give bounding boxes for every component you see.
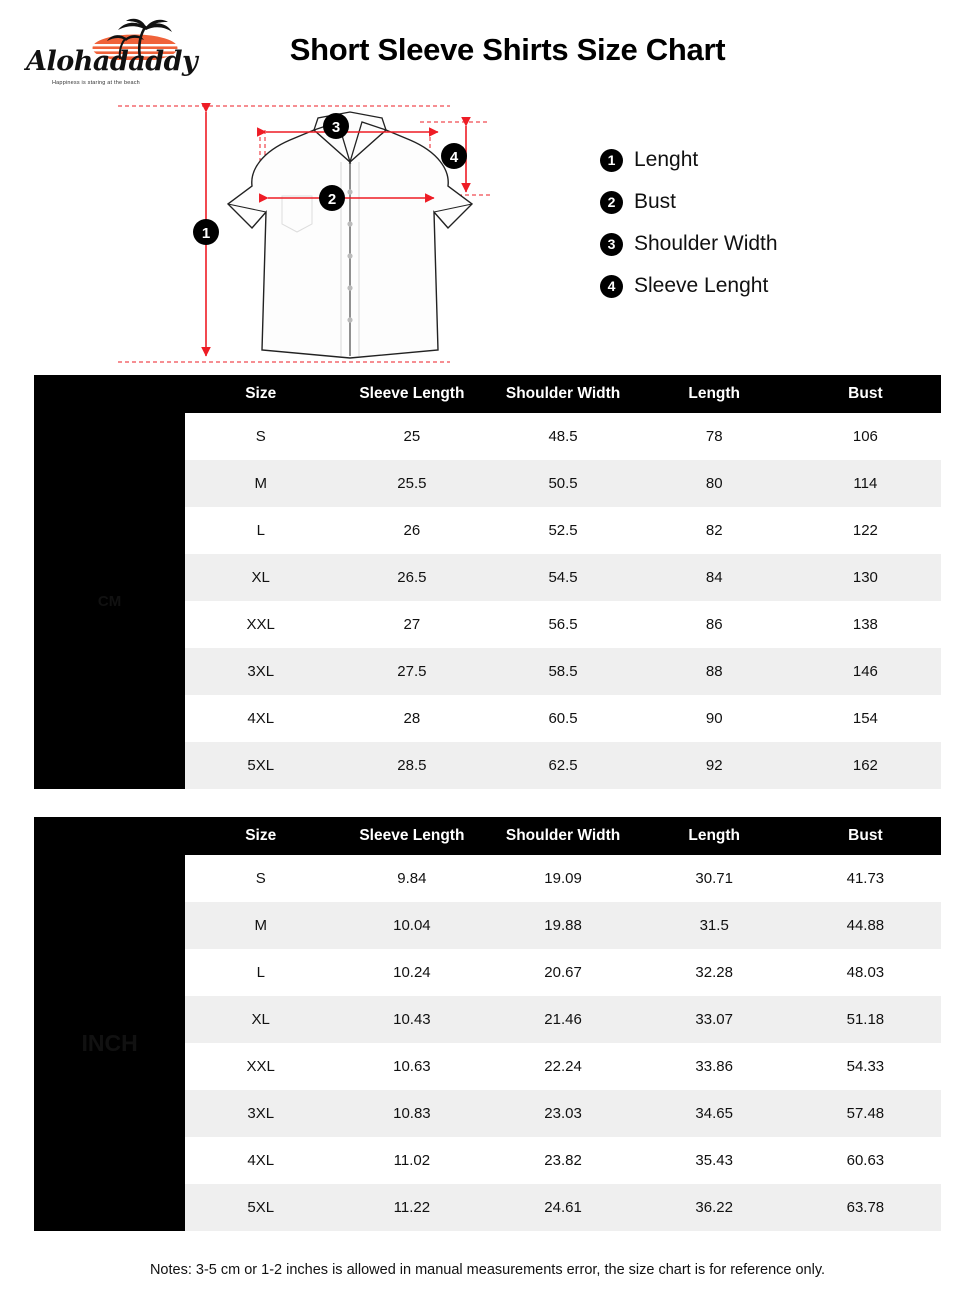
inch-cell-size: 4XL: [185, 1137, 336, 1184]
cm-cell-shoulder: 54.5: [487, 554, 638, 601]
cm-cell-length: 78: [639, 413, 790, 460]
legend-label-3: Shoulder Width: [634, 232, 778, 255]
cm-size-table-block: [34, 375, 941, 789]
cm-table-head: [34, 375, 941, 413]
inch-cell-bust: 44.88: [790, 902, 941, 949]
cm-cell-sleeve: 25.5: [336, 460, 487, 507]
inch-size-table-block: [34, 817, 941, 1231]
cm-cell-bust: 130: [790, 554, 941, 601]
inch-cell-shoulder: 21.46: [487, 996, 638, 1043]
cm-cell-shoulder: 58.5: [487, 648, 638, 695]
svg-text:3: 3: [331, 119, 341, 136]
page-title: Short Sleeve Shirts Size Chart: [289, 32, 726, 67]
inch-cell-length: 36.22: [639, 1184, 790, 1231]
cm-cell-sleeve: 26.5: [336, 554, 487, 601]
inch-table-head: [34, 817, 941, 855]
inch-col-shoulder-width: Shoulder Width: [487, 817, 638, 855]
brand-tagline: Happiness is staring at the beach: [52, 80, 140, 86]
legend-label-2: Bust: [634, 190, 677, 213]
inch-cell-sleeve: 10.83: [336, 1090, 487, 1137]
inch-cell-shoulder: 19.88: [487, 902, 638, 949]
cm-cell-length: 84: [639, 554, 790, 601]
cm-col-bust: Bust: [790, 375, 941, 413]
cm-cell-length: 90: [639, 695, 790, 742]
inch-col-length: Length: [639, 817, 790, 855]
cm-cell-length: 80: [639, 460, 790, 507]
cm-cell-shoulder: 50.5: [487, 460, 638, 507]
legend-number-4: 4: [600, 275, 623, 298]
cm-cell-size: XL: [185, 554, 336, 601]
cm-col-sleeve-length: Sleeve Length: [336, 375, 487, 413]
inch-cell-length: 35.43: [639, 1137, 790, 1184]
legend-item-length: [600, 148, 778, 172]
legend-label-4: Sleeve Lenght: [634, 274, 769, 297]
inch-cell-size: 3XL: [185, 1090, 336, 1137]
inch-cell-size: XL: [185, 996, 336, 1043]
cm-cell-bust: 162: [790, 742, 941, 789]
inch-size-table: [34, 817, 941, 1231]
inch-col-sleeve-length: Sleeve Length: [336, 817, 487, 855]
cm-cell-sleeve: 28: [336, 695, 487, 742]
cm-cell-sleeve: 27: [336, 601, 487, 648]
inch-table-body: [34, 855, 941, 1231]
notes-text: Notes: 3-5 cm or 1-2 inches is allowed in manual measurements error, the size chart is for reference only.: [149, 1262, 826, 1278]
inch-cell-shoulder: 23.82: [487, 1137, 638, 1184]
svg-text:4: 4: [449, 149, 459, 166]
legend-label-1: Lenght: [634, 148, 699, 171]
inch-unit-label: INCH: [34, 855, 185, 1231]
inch-cell-bust: 41.73: [790, 855, 941, 902]
legend-item-shoulder-width: [600, 232, 778, 256]
cm-cell-length: 92: [639, 742, 790, 789]
inch-cell-bust: 54.33: [790, 1043, 941, 1090]
svg-text:2: 2: [327, 191, 337, 208]
cm-unit-label: CM: [34, 413, 185, 789]
inch-col-bust: Bust: [790, 817, 941, 855]
inch-cell-sleeve: 10.63: [336, 1043, 487, 1090]
cm-cell-size: 4XL: [185, 695, 336, 742]
inch-cell-sleeve: 10.43: [336, 996, 487, 1043]
cm-cell-size: XXL: [185, 601, 336, 648]
cm-header-row: [34, 375, 941, 413]
cm-cell-length: 82: [639, 507, 790, 554]
inch-cell-shoulder: 24.61: [487, 1184, 638, 1231]
inch-cell-shoulder: 22.24: [487, 1043, 638, 1090]
cm-col-length: Length: [639, 375, 790, 413]
inch-cell-bust: 63.78: [790, 1184, 941, 1231]
cm-cell-sleeve: 25: [336, 413, 487, 460]
cm-cell-sleeve: 26: [336, 507, 487, 554]
inch-cell-bust: 57.48: [790, 1090, 941, 1137]
inch-cell-length: 34.65: [639, 1090, 790, 1137]
inch-cell-length: 33.07: [639, 996, 790, 1043]
inch-cell-sleeve: 10.24: [336, 949, 487, 996]
inch-cell-length: 31.5: [639, 902, 790, 949]
cm-cell-shoulder: 48.5: [487, 413, 638, 460]
inch-cell-sleeve: 11.22: [336, 1184, 487, 1231]
cm-cell-bust: 146: [790, 648, 941, 695]
inch-header-row: [34, 817, 941, 855]
cm-cell-size: 3XL: [185, 648, 336, 695]
legend-number-3: 3: [600, 233, 623, 256]
inch-cell-size: XXL: [185, 1043, 336, 1090]
inch-cell-shoulder: 23.03: [487, 1090, 638, 1137]
legend-number-2: 2: [600, 191, 623, 214]
table-spacer: [0, 789, 975, 817]
cm-cell-size: S: [185, 413, 336, 460]
inch-cell-length: 32.28: [639, 949, 790, 996]
cm-cell-shoulder: 56.5: [487, 601, 638, 648]
inch-cell-sleeve: 10.04: [336, 902, 487, 949]
inch-cell-length: 33.86: [639, 1043, 790, 1090]
shirt-illustration: [100, 100, 600, 375]
inch-cell-sleeve: 11.02: [336, 1137, 487, 1184]
cm-col-size: Size: [185, 375, 336, 413]
inch-cell-size: 5XL: [185, 1184, 336, 1231]
table-row: [34, 413, 941, 460]
inch-cell-size: M: [185, 902, 336, 949]
svg-text:1: 1: [201, 225, 211, 242]
cm-cell-shoulder: 62.5: [487, 742, 638, 789]
cm-cell-bust: 114: [790, 460, 941, 507]
inch-cell-size: L: [185, 949, 336, 996]
cm-cell-length: 86: [639, 601, 790, 648]
cm-cell-sleeve: 28.5: [336, 742, 487, 789]
brand-name: Alohadaddy: [26, 46, 198, 77]
inch-col-size: Size: [185, 817, 336, 855]
inch-cell-shoulder: 19.09: [487, 855, 638, 902]
cm-cell-bust: 122: [790, 507, 941, 554]
inch-cell-length: 30.71: [639, 855, 790, 902]
cm-cell-bust: 154: [790, 695, 941, 742]
inch-cell-shoulder: 20.67: [487, 949, 638, 996]
inch-cell-bust: 48.03: [790, 949, 941, 996]
cm-cell-size: 5XL: [185, 742, 336, 789]
inch-cell-bust: 51.18: [790, 996, 941, 1043]
legend-item-bust: [600, 190, 778, 214]
cm-size-table: [34, 375, 941, 789]
page-header: [0, 0, 975, 100]
cm-table-body: [34, 413, 941, 789]
cm-cell-size: L: [185, 507, 336, 554]
cm-cell-bust: 106: [790, 413, 941, 460]
cm-cell-sleeve: 27.5: [336, 648, 487, 695]
cm-unit-header: [34, 375, 185, 413]
cm-col-shoulder-width: Shoulder Width: [487, 375, 638, 413]
table-row: [34, 855, 941, 902]
cm-cell-shoulder: 60.5: [487, 695, 638, 742]
inch-cell-bust: 60.63: [790, 1137, 941, 1184]
measurement-legend: [600, 148, 778, 316]
inch-cell-size: S: [185, 855, 336, 902]
measurement-diagram: [0, 100, 975, 375]
cm-cell-length: 88: [639, 648, 790, 695]
legend-item-sleeve-length: [600, 274, 778, 298]
legend-number-1: 1: [600, 149, 623, 172]
cm-cell-bust: 138: [790, 601, 941, 648]
cm-cell-size: M: [185, 460, 336, 507]
cm-cell-shoulder: 52.5: [487, 507, 638, 554]
inch-unit-header: [34, 817, 185, 855]
inch-cell-sleeve: 9.84: [336, 855, 487, 902]
